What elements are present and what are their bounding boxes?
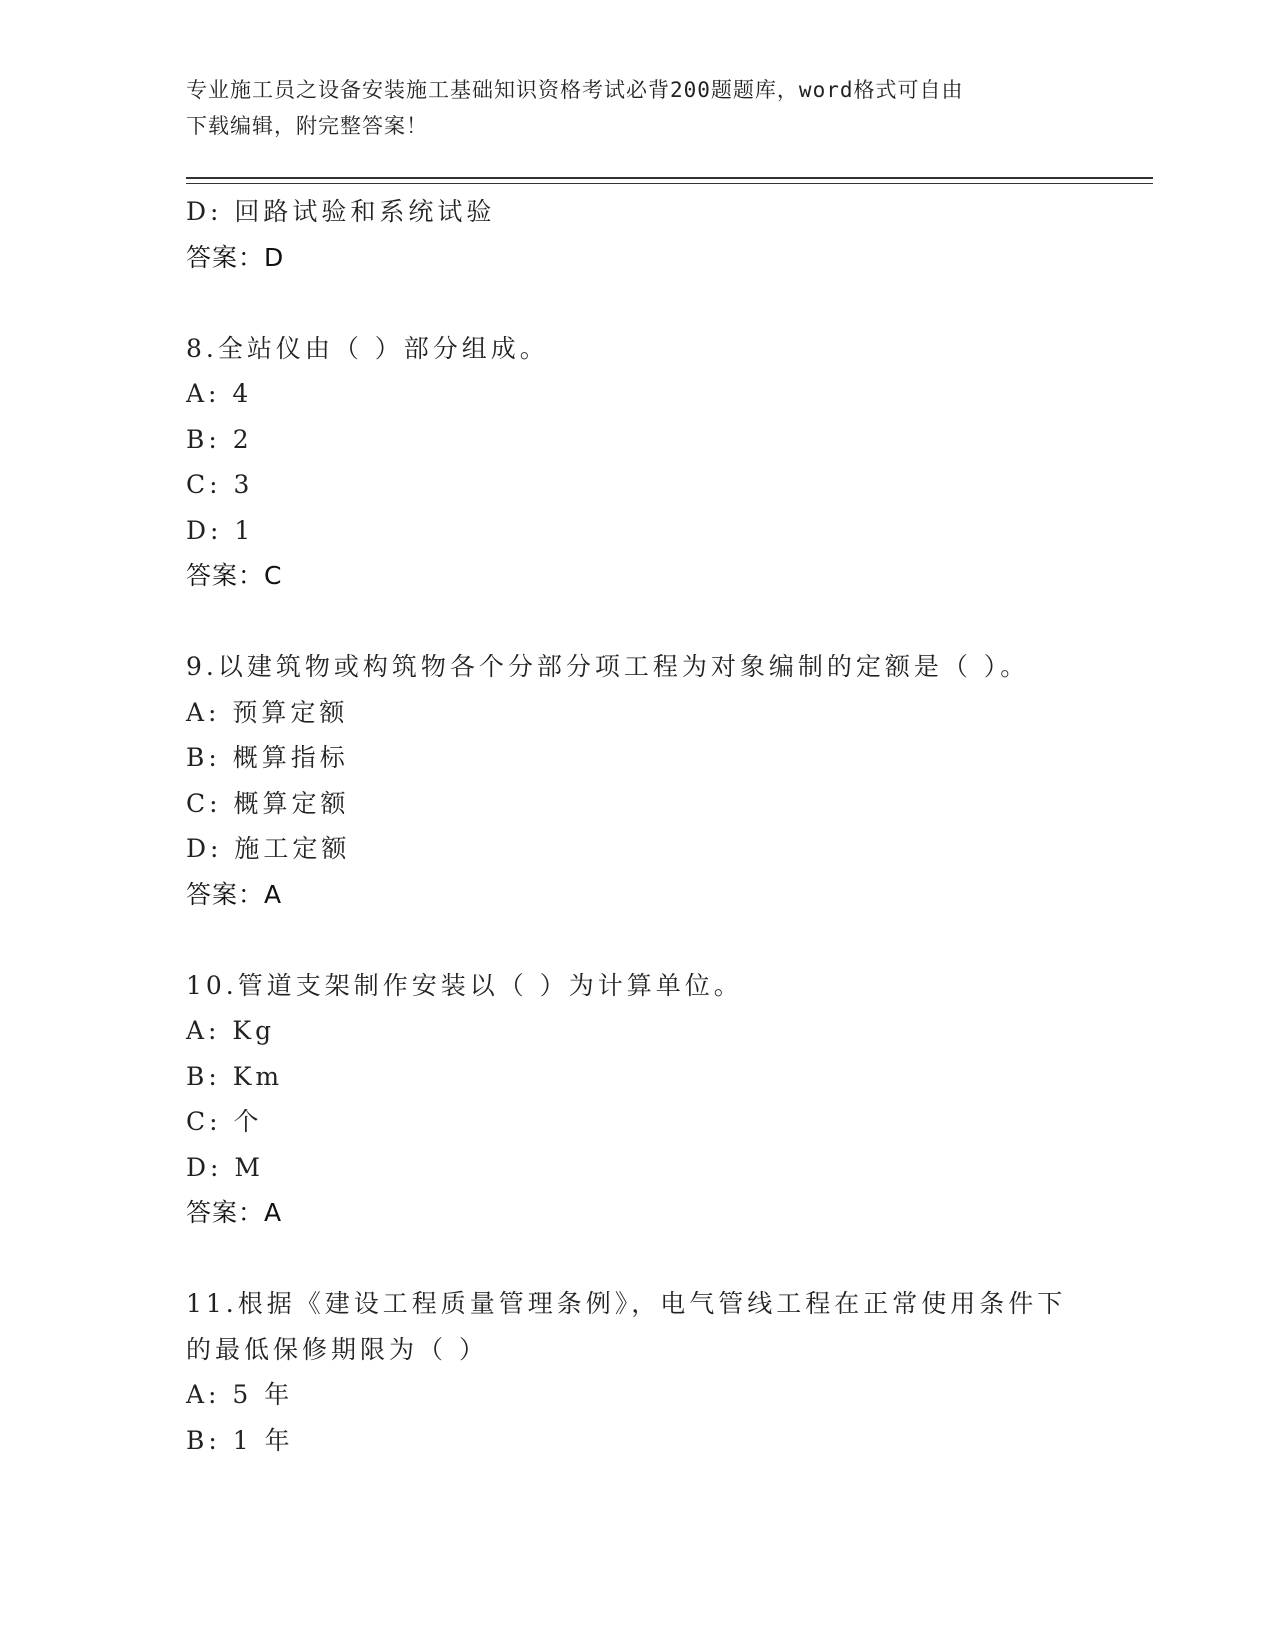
- document-header: [186, 72, 1066, 144]
- option-line: A: Kg: [186, 1016, 276, 1045]
- question-text: 10.管道支架制作安装以（ ）为计算单位。: [186, 970, 743, 1000]
- option-line: B: 1 年: [186, 1425, 294, 1455]
- question-text: 的最低保修期限为（ ）: [186, 1334, 488, 1364]
- option-line: B: 概算指标: [186, 743, 349, 772]
- question-list: [186, 189, 1086, 1463]
- spacer: [186, 280, 1086, 326]
- option-line: D: 施工定额: [186, 834, 351, 863]
- answer-line: 答案：A: [186, 879, 283, 909]
- spacer: [186, 1236, 1086, 1282]
- header-line-1: 专业施工员之设备安装施工基础知识资格考试必背200题题库，word格式可自由: [186, 78, 964, 102]
- spacer: [186, 917, 1086, 963]
- option-line: C: 概算定额: [186, 788, 350, 818]
- spacer: [186, 599, 1086, 645]
- question-text: 8.全站仪由（ ）部分组成。: [186, 333, 549, 363]
- answer-line: 答案：A: [186, 1198, 283, 1227]
- option-line: A: 4: [186, 379, 253, 408]
- question-text: 11.根据《建设工程质量管理条例》，电气管线工程在正常使用条件下: [186, 1289, 1067, 1318]
- option-line: C: 3: [186, 470, 254, 499]
- option-line: C: 个: [186, 1107, 263, 1136]
- header-divider-thick: [186, 177, 1153, 179]
- option-line: A: 预算定额: [186, 697, 349, 727]
- option-line: D: M: [186, 1152, 265, 1182]
- question-text: 9.以建筑物或构筑物各个分部分项工程为对象编制的定额是（ ）。: [186, 652, 1030, 681]
- answer-line: 答案：C: [186, 561, 283, 590]
- header-line-2: 下载编辑，附完整答案！: [186, 114, 428, 138]
- option-line: D: 回路试验和系统试验: [186, 197, 496, 226]
- option-line: A: 5 年: [186, 1380, 294, 1409]
- answer-line: 答案：D: [186, 242, 285, 272]
- header-divider-thin: [186, 183, 1153, 184]
- option-line: B: Km: [186, 1061, 284, 1091]
- option-line: B: 2: [186, 424, 253, 454]
- option-line: D: 1: [186, 515, 255, 545]
